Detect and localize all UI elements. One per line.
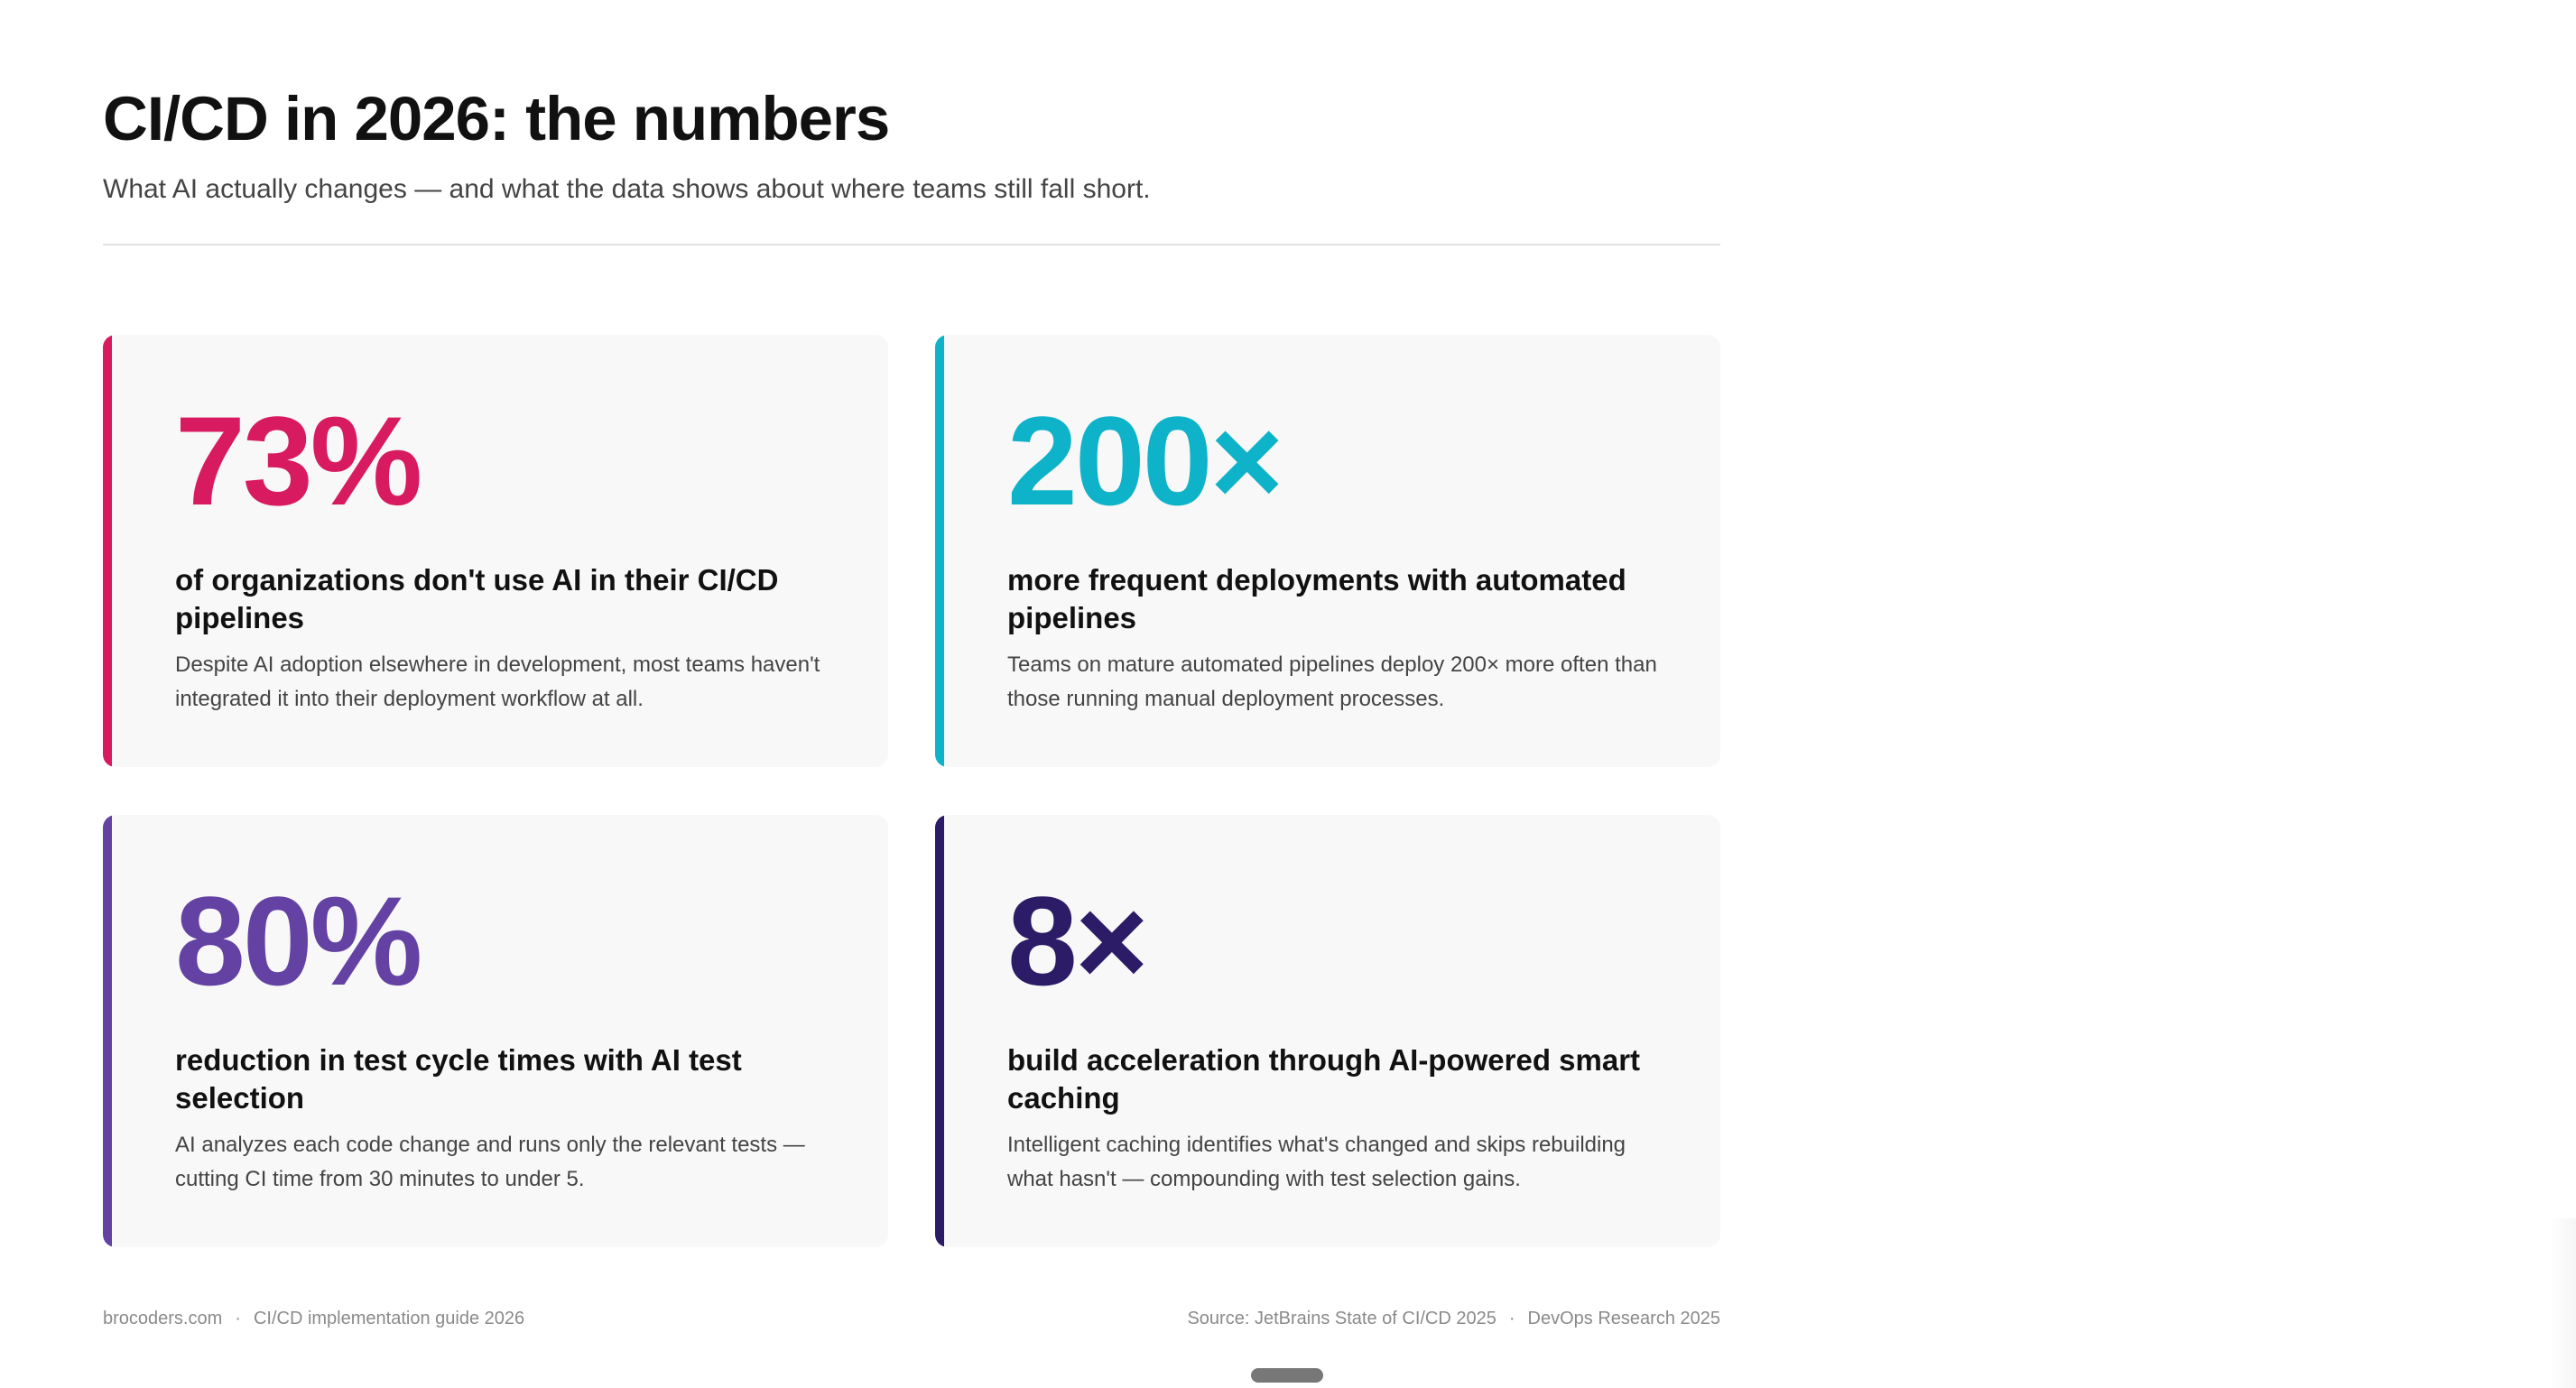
stat-value: 200× <box>1007 390 1282 532</box>
card-accent-bar <box>935 335 944 767</box>
footer <box>103 1309 1720 1329</box>
stat-description: AI analyzes each code change and runs only the relevant tests — cutting CI time from 30 minutes to under 5. <box>175 1133 805 1191</box>
page <box>103 83 1720 1191</box>
stat-card-test-cycle-reduction <box>103 815 888 1247</box>
card-content <box>175 390 834 717</box>
stat-description: Teams on mature automated pipelines deploy 200× more often than those running manual deployment processes. <box>1007 652 1657 711</box>
card-content <box>175 870 834 1197</box>
footer-site-link[interactable]: brocoders.com <box>103 1309 223 1328</box>
edge-shadow <box>2549 1218 2576 1388</box>
stats-grid <box>103 335 1720 1247</box>
stat-value: 8× <box>1007 870 1146 1012</box>
card-accent-bar <box>935 815 944 1247</box>
stat-headline: of organizations don't use AI in their CI/CD pipelines <box>175 563 779 634</box>
stat-card-build-acceleration <box>935 815 1720 1247</box>
stat-headline: reduction in test cycle times with AI test selection <box>175 1043 742 1115</box>
stat-card-deployment-frequency <box>935 335 1720 767</box>
footer-source-secondary: DevOps Research 2025 <box>1527 1309 1720 1328</box>
footer-right <box>1187 1309 1720 1329</box>
stat-value: 80% <box>175 870 421 1012</box>
card-accent-bar <box>103 815 112 1247</box>
stat-headline: more frequent deployments with automated pipelines <box>1007 563 1626 634</box>
stat-card-ai-adoption <box>103 335 888 767</box>
card-content <box>1007 870 1666 1197</box>
header-divider <box>103 244 1720 245</box>
card-accent-bar <box>103 335 112 767</box>
footer-source-primary: Source: JetBrains State of CI/CD 2025 <box>1187 1309 1496 1328</box>
scroll-handle[interactable] <box>1251 1368 1323 1383</box>
footer-separator: · <box>235 1309 241 1328</box>
stat-headline: build acceleration through AI-powered smart caching <box>1007 1043 1641 1115</box>
stat-description: Intelligent caching identifies what's changed and skips rebuilding what hasn't — compounding with test selection gains. <box>1007 1133 1626 1191</box>
footer-left <box>103 1309 524 1329</box>
footer-guide-label: CI/CD implementation guide 2026 <box>253 1309 525 1328</box>
page-subtitle: What AI actually changes — and what the data shows about where teams still fall short. <box>103 174 1151 204</box>
card-content <box>1007 390 1666 717</box>
stat-value: 73% <box>175 390 421 532</box>
page-title: CI/CD in 2026: the numbers <box>103 84 890 153</box>
footer-separator: · <box>1508 1309 1515 1328</box>
stat-description: Despite AI adoption elsewhere in development, most teams haven't integrated it into their deployment workflow at all. <box>175 652 820 711</box>
